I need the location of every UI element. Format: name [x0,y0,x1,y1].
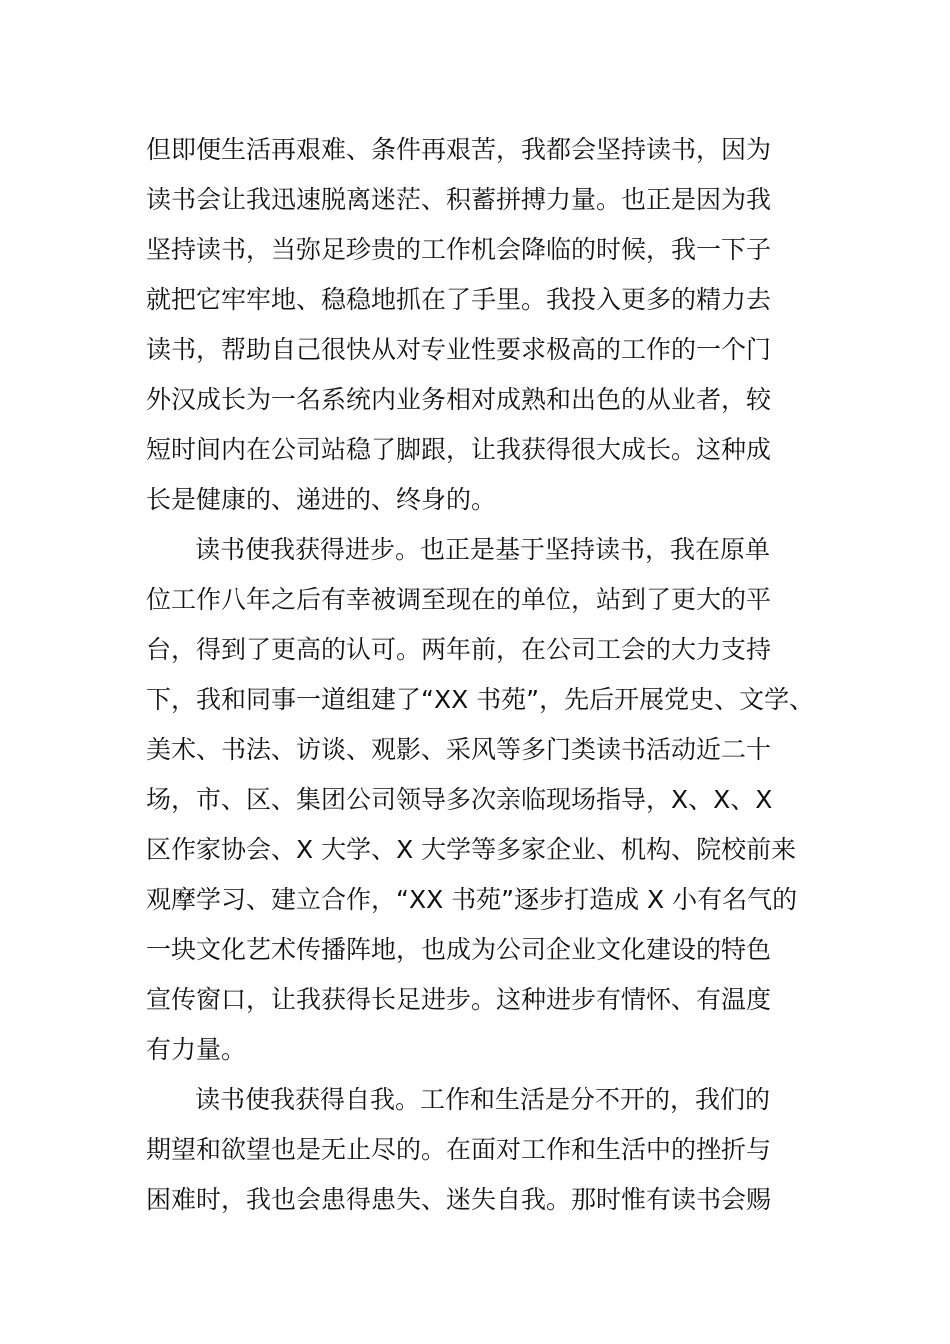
text-line: 场，市、区、集团公司领导多次亲临现场指导，X、X、X [146,785,773,814]
text-line: 美术、书法、访谈、观影、采风等多门类读书活动近二十 [146,735,772,764]
text-line: 长是健康的、递进的、终身的。 [146,485,497,514]
text-line: 困难时，我也会患得患失、迷失自我。那时惟有读书会赐 [146,1185,772,1214]
text-line: 一块文化艺术传播阵地，也成为公司企业文化建设的特色 [146,935,772,964]
text-line: 读书使我获得自我。工作和生活是分不开的，我们的 [195,1085,771,1114]
text-line: 位工作八年之后有幸被调至现在的单位，站到了更大的平 [146,585,772,614]
text-line: 短时间内在公司站稳了脚跟，让我获得很大成长。这种成 [146,435,772,464]
text-line: 读书，帮助自己很快从对专业性要求极高的工作的一个门 [146,335,772,364]
text-line: 下，我和同事一道组建了“XX 书苑”，先后开展党史、文学、 [146,685,815,714]
text-line: 区作家协会、X 大学、X 大学等多家企业、机构、院校前来 [146,835,797,864]
text-line: 宣传窗口，让我获得长足进步。这种进步有情怀、有温度 [146,985,772,1014]
text-line: 期望和欲望也是无止尽的。在面对工作和生活中的挫折与 [146,1135,772,1164]
text-line: 坚持读书，当弥足珍贵的工作机会降临的时候，我一下子 [146,235,772,264]
text-line: 但即便生活再艰难、条件再艰苦，我都会坚持读书，因为 [146,135,772,164]
text-line: 就把它牢牢地、稳稳地抓在了手里。我投入更多的精力去 [146,285,772,314]
text-line: 观摩学习、建立合作，“XX 书苑”逐步打造成 X 小有名气的 [146,885,798,914]
text-line: 读书会让我迅速脱离迷茫、积蓄拼搏力量。也正是因为我 [146,185,772,214]
text-line: 有力量。 [146,1035,247,1064]
text-line: 外汉成长为一名系统内业务相对成熟和出色的从业者，较 [146,385,772,414]
text-line: 台，得到了更高的认可。两年前，在公司工会的大力支持 [146,635,772,664]
text-line: 读书使我获得进步。也正是基于坚持读书，我在原单 [195,535,771,564]
